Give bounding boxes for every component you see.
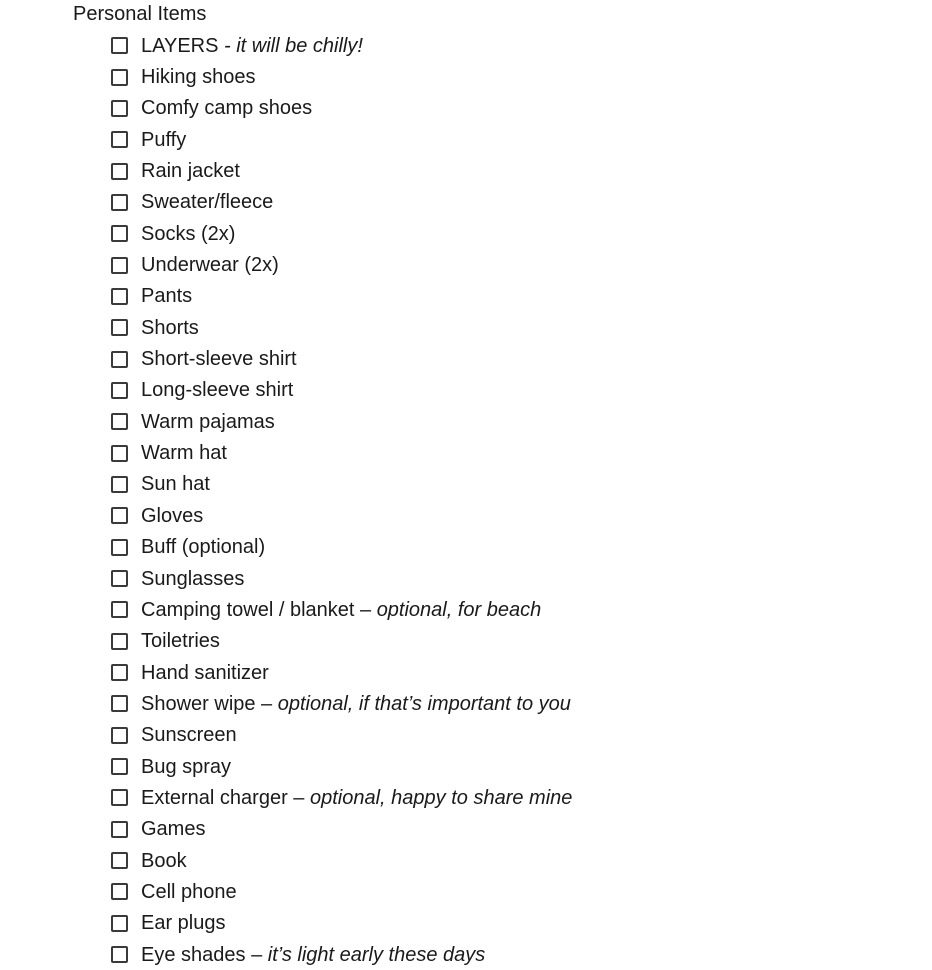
item-text: Underwear (2x) <box>141 254 279 277</box>
checklist-item <box>111 688 572 719</box>
checkbox[interactable] <box>111 695 128 712</box>
checkbox[interactable] <box>111 727 128 744</box>
checkbox[interactable] <box>111 789 128 806</box>
item-note: - it will be chilly! <box>218 34 363 57</box>
item-label <box>141 34 363 58</box>
checklist-item <box>111 657 572 688</box>
item-text: Bug spray <box>141 755 232 778</box>
item-text: Short-sleeve shirt <box>141 348 297 371</box>
checklist-item <box>111 93 572 124</box>
item-text: Shower wipe – <box>141 692 278 715</box>
checkbox[interactable] <box>111 257 128 274</box>
item-label <box>141 943 485 967</box>
item-label <box>141 253 279 277</box>
item-label <box>141 410 275 434</box>
section-heading: Personal Items <box>73 3 207 25</box>
item-label <box>141 786 572 810</box>
item-text: Pants <box>141 285 193 308</box>
item-text: LAYERS <box>141 34 219 57</box>
item-text: Cell phone <box>141 880 237 903</box>
checkbox[interactable] <box>111 570 128 587</box>
item-label <box>141 347 297 371</box>
checkbox[interactable] <box>111 194 128 211</box>
item-label <box>141 284 192 308</box>
item-text: Sunscreen <box>141 724 237 747</box>
item-label <box>141 911 226 935</box>
checklist-item <box>111 343 572 374</box>
checkbox[interactable] <box>111 915 128 932</box>
checklist-item <box>111 751 572 782</box>
item-text: Socks (2x) <box>141 222 236 245</box>
item-note: optional, happy to share mine <box>309 786 573 809</box>
item-text: Rain jacket <box>141 160 240 183</box>
checklist-item <box>111 437 572 468</box>
item-text: Sun hat <box>141 473 210 496</box>
checklist-item <box>111 845 572 876</box>
checklist-item <box>111 500 572 531</box>
checklist-item <box>111 30 572 61</box>
item-label <box>141 378 293 402</box>
checkbox[interactable] <box>111 382 128 399</box>
item-text: Sunglasses <box>141 567 245 590</box>
checkbox[interactable] <box>111 319 128 336</box>
item-text: Toiletries <box>141 630 220 653</box>
item-label <box>141 222 235 246</box>
item-text: Puffy <box>141 128 187 151</box>
checklist-item <box>111 124 572 155</box>
checkbox[interactable] <box>111 445 128 462</box>
checklist-item <box>111 375 572 406</box>
item-text: Warm pajamas <box>141 410 275 433</box>
checklist-item <box>111 939 572 970</box>
checklist-item <box>111 876 572 907</box>
checkbox[interactable] <box>111 351 128 368</box>
checklist-item <box>111 218 572 249</box>
checklist-item <box>111 782 572 813</box>
item-label <box>141 535 265 559</box>
checkbox[interactable] <box>111 946 128 963</box>
item-text: Shorts <box>141 316 199 339</box>
checklist-item <box>111 814 572 845</box>
checkbox[interactable] <box>111 288 128 305</box>
item-note: optional, if that’s important to you <box>277 692 571 715</box>
checklist-item <box>111 406 572 437</box>
checklist-item <box>111 563 572 594</box>
item-text: Camping towel / blanket – <box>141 598 377 621</box>
item-label <box>141 723 237 747</box>
item-text: Hiking shoes <box>141 66 256 89</box>
item-label <box>141 441 227 465</box>
checkbox[interactable] <box>111 163 128 180</box>
checkbox[interactable] <box>111 633 128 650</box>
checkbox[interactable] <box>111 100 128 117</box>
item-label <box>141 692 571 716</box>
checklist-item <box>111 249 572 280</box>
checklist-item <box>111 187 572 218</box>
checklist-item <box>111 720 572 751</box>
item-label <box>141 880 237 904</box>
item-label <box>141 661 269 685</box>
item-text: External charger – <box>141 786 310 809</box>
item-text: Gloves <box>141 504 204 527</box>
item-text: Hand sanitizer <box>141 661 269 684</box>
checklist-item <box>111 626 572 657</box>
checkbox[interactable] <box>111 476 128 493</box>
checkbox[interactable] <box>111 37 128 54</box>
item-label <box>141 598 541 622</box>
item-text: Long-sleeve shirt <box>141 379 294 402</box>
checkbox[interactable] <box>111 131 128 148</box>
checkbox[interactable] <box>111 821 128 838</box>
item-note: it’s light early these days <box>267 943 486 966</box>
checkbox[interactable] <box>111 225 128 242</box>
item-text: Warm hat <box>141 442 227 465</box>
item-text: Eye shades – <box>141 943 268 966</box>
item-label <box>141 128 186 152</box>
checkbox[interactable] <box>111 664 128 681</box>
item-label <box>141 65 256 89</box>
item-label <box>141 755 231 779</box>
checklist-item <box>111 594 572 625</box>
checkbox[interactable] <box>111 69 128 86</box>
checkbox[interactable] <box>111 601 128 618</box>
item-label <box>141 629 220 653</box>
item-label <box>141 567 244 591</box>
item-text: Buff (optional) <box>141 536 266 559</box>
checklist-item <box>111 312 572 343</box>
checklist-item <box>111 532 572 563</box>
item-label <box>141 817 205 841</box>
item-text: Book <box>141 849 187 872</box>
item-label <box>141 472 210 496</box>
item-text: Comfy camp shoes <box>141 97 313 120</box>
checkbox[interactable] <box>111 539 128 556</box>
checkbox[interactable] <box>111 758 128 775</box>
item-note: optional, for beach <box>376 598 542 621</box>
item-text: Ear plugs <box>141 912 226 935</box>
item-label <box>141 159 240 183</box>
item-text: Sweater/fleece <box>141 191 274 214</box>
checkbox[interactable] <box>111 413 128 430</box>
item-label <box>141 190 273 214</box>
item-label <box>141 316 199 340</box>
checklist-item <box>111 908 572 939</box>
checklist-item <box>111 469 572 500</box>
checklist-item <box>111 61 572 92</box>
checkbox[interactable] <box>111 852 128 869</box>
checkbox[interactable] <box>111 507 128 524</box>
checkbox[interactable] <box>111 883 128 900</box>
item-label <box>141 504 203 528</box>
checklist-item <box>111 155 572 186</box>
item-label <box>141 849 187 873</box>
item-label <box>141 96 312 120</box>
checklist-item <box>111 281 572 312</box>
checklist <box>111 30 572 970</box>
item-text: Games <box>141 818 206 841</box>
